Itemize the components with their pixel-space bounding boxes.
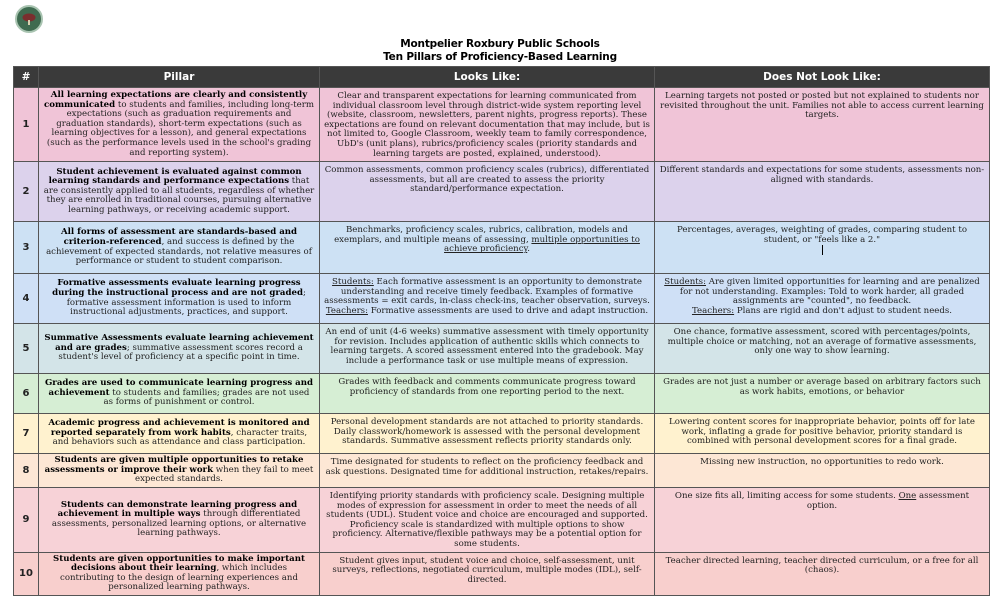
looks-like-cell: Time designated for students to reflect on the proficiency feedback and ask questions. Designated time for additional instruction, retakes/repairs.	[320, 454, 655, 488]
pillar-bold-text: Academic progress and achievement is monitored and reported separately from work habits	[48, 418, 310, 438]
pillar-bold-text: Students are given opportunities to make important decisions about their learning	[53, 553, 305, 574]
row-number: 8	[14, 454, 39, 488]
row-number: 4	[14, 274, 39, 324]
pillar-text: to students and families; grades are not used as forms of punishment or control.	[103, 387, 310, 408]
looks-like-cell: Student gives input, student voice and choice, self-assessment, unit surveys, reflections, negotiated curriculum, multiple modes (IDL), self-directed.	[320, 552, 655, 595]
pillar-cell	[39, 162, 320, 222]
does-not-look-like-cell: Teacher directed learning, teacher directed curriculum, or a free for all (chaos).	[655, 552, 990, 595]
table-row	[14, 374, 990, 414]
pillar-text: ; summative assessment scores record a student's level of proficiency at a specific point in time.	[58, 342, 303, 363]
looks-like-cell: Personal development standards are not attached to priority standards. Daily classwork/homework is assessed with the personal development standards. Summative assessment reflects priority standards only.	[320, 414, 655, 454]
pillar-bold-text: Summative Assessments evaluate learning achievement and are grades	[44, 333, 314, 353]
pillar-text: , which includes contributing to the design of learning experiences and personalized learning pathways.	[60, 563, 298, 593]
looks-like-cell: Clear and transparent expectations for learning communicated from individual classroom level through district-wide system reporting level (website, classroom, newsletters, parent nights, progress reports). These expectations are found on relevant documentation that may include, but is not limited to, Google Classroom, weekly team to family correspondence, UbD's (unit plans), rubrics/proficiency scales (priority standards and learning targets are posted, explained, understood).	[320, 88, 655, 162]
students-label: Students:	[664, 277, 706, 288]
row-number: 6	[14, 374, 39, 414]
underlined-phrase: multiple opportunities to achieve proficiency	[444, 234, 640, 255]
pillar-cell	[39, 487, 320, 552]
pillar-cell	[39, 552, 320, 595]
table-header-row	[14, 67, 990, 88]
teachers-label: Teachers:	[691, 305, 735, 316]
looks-like-cell: Identifying priority standards with proficiency scale. Designing multiple modes of expression for assessment in order to meet the needs of all students (UDL). Student voice and choice are encouraged and supported. Proficiency scale is standardized with multiple options to show proficiency. Alternative/flexible pathways may be a potential option for some students.	[320, 487, 655, 552]
document-subtitle: Ten Pillars of Proficiency-Based Learning	[383, 51, 617, 63]
students-label: Students:	[332, 277, 374, 288]
does-not-look-like-cell: Missing new instruction, no opportunities to redo work.	[655, 454, 990, 488]
does-not-look-like-cell[interactable]: Percentages, averages, weighting of grades, comparing student to student, or "feels like a 2."	[655, 222, 990, 274]
teachers-label: Teachers:	[325, 305, 368, 316]
row-number: 9	[14, 487, 39, 552]
does-not-look-like-cell: Lowering content scores for inappropriate behavior, points off for late work, inflating a grade for positive behavior, priority standard is combined with personal development scores for a final grade.	[655, 414, 990, 454]
does-not-look-like-cell: Students: Are given limited opportunities for learning and are penalized for not understanding. Examples: Told to work harder, all graded assignments are "counted", no feedback. Teachers: Plans are rigid and don't adjust to student needs.	[655, 274, 990, 324]
row-number: 3	[14, 222, 39, 274]
pillar-bold-text: Formative assessments evaluate learning progress during the instructional process and are not graded	[52, 278, 303, 299]
tree-icon	[22, 13, 36, 25]
looks-like-cell: Grades with feedback and comments communicate progress toward proficiency of standards from one reporting period to the next.	[320, 374, 655, 414]
table-row	[14, 274, 990, 324]
row-number: 2	[14, 162, 39, 222]
looks-like-cell: Benchmarks, proficiency scales, rubrics, calibration, models and exemplars, and multiple means of assessing, multiple opportunities to achieve proficiency.	[320, 222, 655, 274]
pillar-bold-text: All forms of assessment are standards-based and criterion-referenced	[60, 227, 298, 248]
table-row	[14, 162, 990, 222]
pillar-text: to students and families, including long-term expectations (such as graduation requirements and graduation standards), short-term expectations (such as learning objectives for a lesson), and general expectations (such as the performance levels used in the school's grading and reporting system).	[46, 99, 314, 158]
column-header-pillar: Pillar	[39, 67, 320, 88]
row-number: 1	[14, 88, 39, 162]
underlined-word: One	[898, 490, 917, 501]
pillars-table	[13, 66, 990, 596]
pillar-cell	[39, 88, 320, 162]
row-number: 7	[14, 414, 39, 454]
table-row	[14, 414, 990, 454]
table-row	[14, 454, 990, 488]
does-not-look-like-cell: Different standards and expectations for some students, assessments non-aligned with standards.	[655, 162, 990, 222]
pillar-bold-text: Grades are used to communicate learning progress and achievement	[44, 378, 314, 398]
table-row	[14, 552, 990, 595]
pillar-cell	[39, 324, 320, 374]
column-header-looks-like: Looks Like:	[320, 67, 655, 88]
row-number: 5	[14, 324, 39, 374]
table-row	[14, 324, 990, 374]
pillar-bold-text: Student achievement is evaluated against common learning standards and performance expectations	[48, 166, 302, 187]
table-row	[14, 88, 990, 162]
pillar-text: through differentiated assessments, personalized learning options, or alternative learning pathways.	[51, 509, 307, 539]
does-not-look-like-cell: One size fits all, limiting access for some students. One assessment option.	[655, 487, 990, 552]
text-cursor	[822, 245, 823, 255]
pillar-bold-text: All learning expectations are clearly and consistently communicated	[44, 90, 308, 110]
table-row	[14, 222, 990, 274]
pillar-text: , and success is defined by the achievement of expected standards, not relative measures of performance or student to student comparison.	[46, 237, 312, 267]
looks-like-cell: Common assessments, common proficiency scales (rubrics), differentiated assessments, but all are created to assess the priority standard/performance expectation.	[320, 162, 655, 222]
looks-like-cell: An end of unit (4-6 weeks) summative assessment with timely opportunity for revision. Includes application of authentic skills which connects to learning targets. A scored assessment entered into the gradebook. May include a performance task or use multiple means of expression.	[320, 324, 655, 374]
pillar-cell	[39, 414, 320, 454]
pillar-cell	[39, 274, 320, 324]
table-row	[14, 487, 990, 552]
does-not-look-like-cell: Learning targets not posted or posted but not explained to students nor revisited throughout the unit. Families not able to access current learning targets.	[655, 88, 990, 162]
pillar-cell	[39, 222, 320, 274]
does-not-look-like-cell: One chance, formative assessment, scored with percentages/points, multiple choice or matching, not an average of formative assessments, only one way to show learning.	[655, 324, 990, 374]
looks-like-cell: Students: Each formative assessment is an opportunity to demonstrate understanding and receive timely feedback. Examples of formative assessments = exit cards, in-class check-ins, teacher observation, surveys. Teachers: Formative assessments are used to drive and adapt instruction.	[320, 274, 655, 324]
document-title: Montpelier Roxbury Public Schools	[400, 38, 600, 50]
school-seal-logo	[15, 5, 43, 33]
pillar-text: that are consistently applied to all students, regardless of whether they are enrolled in traditional courses, pursuing alternative learning pathways, or receiving academic support.	[43, 176, 315, 216]
row-number: 10	[14, 552, 39, 595]
pillar-text: , character traits, and behaviors such as attendance and class participation.	[52, 427, 308, 448]
column-header-number: #	[14, 67, 39, 88]
column-header-does-not-look-like: Does Not Look Like:	[655, 67, 990, 88]
pillar-cell	[39, 374, 320, 414]
pillar-text: ; formative assessment information is used to inform instructional adjustments, practices, and support.	[66, 288, 306, 318]
pillar-bold-text: Students are given multiple opportunities to retake assessments or improve their work	[44, 455, 304, 475]
does-not-look-like-cell: Grades are not just a number or average based on arbitrary factors such as work habits, emotions, or behavior	[655, 374, 990, 414]
pillar-text: when they fail to meet expected standards.	[134, 464, 314, 485]
pillar-bold-text: Students can demonstrate learning progress and achievement in multiple ways	[57, 499, 298, 520]
pillar-cell	[39, 454, 320, 488]
